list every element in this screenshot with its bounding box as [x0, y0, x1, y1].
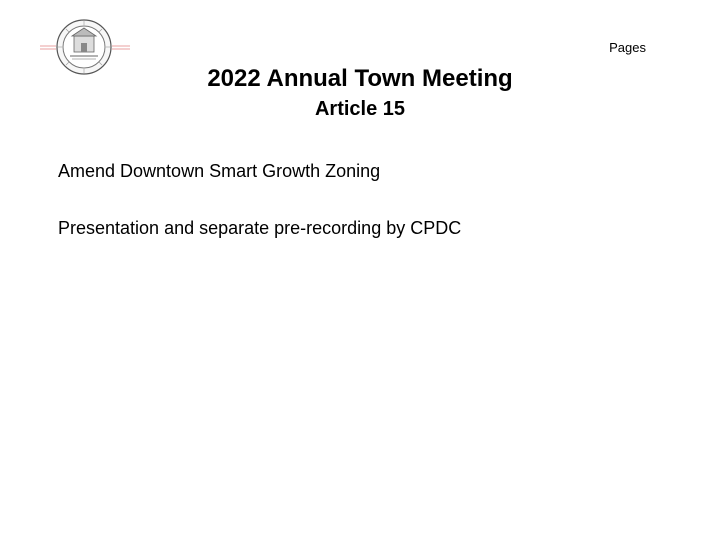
slide-subtitle: Article 15 — [314, 98, 406, 120]
presentation-note: Presentation and separate pre-recording by CPDC — [58, 218, 462, 238]
article-description: Amend Downtown Smart Growth Zoning — [58, 161, 381, 181]
pages-label: Pages — [609, 40, 646, 55]
slide-title: 2022 Annual Town Meeting — [207, 65, 513, 92]
